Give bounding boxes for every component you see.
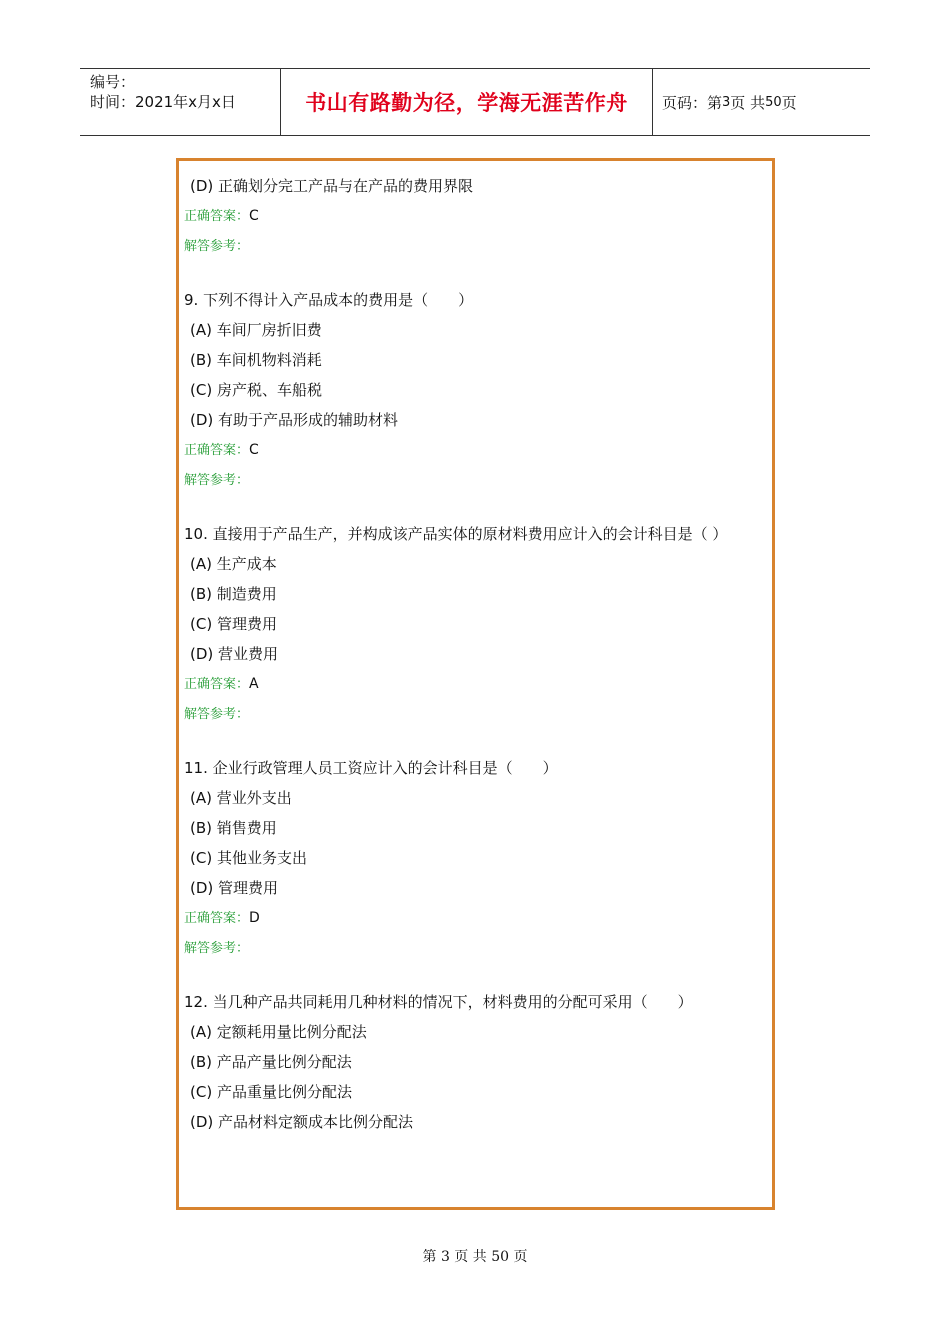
page-end: 页 — [781, 93, 797, 112]
option-d: (D) 有助于产品形成的辅助材料 — [190, 411, 399, 429]
question-title: 10. 直接用于产品生产，并构成该产品实体的原材料费用应计入的会计科目是（ ） — [184, 525, 728, 543]
page-current: 3 — [722, 94, 731, 110]
answer-label: 正确答案： — [184, 677, 250, 692]
answer-label: 正确答案： — [184, 209, 250, 224]
option-b: (B) 车间机物料消耗 — [190, 351, 322, 369]
option-c: (C) 产品重量比例分配法 — [190, 1083, 352, 1101]
option-a: (A) 营业外支出 — [190, 789, 292, 807]
option-b: (B) 销售费用 — [190, 819, 277, 837]
question-panel — [176, 158, 775, 1210]
option-d: (D) 产品材料定额成本比例分配法 — [190, 1113, 414, 1131]
question-title: 11. 企业行政管理人员工资应计入的会计科目是（ ） — [184, 759, 558, 777]
correct-answer — [184, 669, 764, 700]
option-a: (A) 生产成本 — [190, 555, 277, 573]
question-12 — [184, 991, 764, 1137]
header-motto-cell — [281, 69, 653, 135]
correct-answer — [184, 903, 764, 934]
page-total: 50 — [765, 94, 782, 110]
option-c: (C) 房产税、车船税 — [190, 381, 322, 399]
option-d: (D) 管理费用 — [190, 879, 279, 897]
correct-answer — [184, 435, 764, 466]
answer-value: C — [249, 208, 259, 224]
option-b: (B) 制造费用 — [190, 585, 277, 603]
option-a: (A) 车间厂房折旧费 — [190, 321, 322, 339]
answer-reference: 解答参考： — [184, 941, 250, 956]
header-meta — [80, 69, 281, 135]
answer-reference: 解答参考： — [184, 239, 250, 254]
page-footer: 第 3 页 共 50 页 — [422, 1249, 528, 1265]
page-indicator — [653, 69, 870, 135]
answer-value: A — [249, 676, 259, 692]
question-10 — [184, 523, 764, 730]
question-list — [184, 171, 764, 1164]
answer-label: 正确答案： — [184, 443, 250, 458]
motto: 书山有路勤为径，学海无涯苦作舟 — [305, 91, 628, 115]
question-title: 12. 当几种产品共同耗用几种材料的情况下，材料费用的分配可采用（ ） — [184, 993, 693, 1011]
option-d: (D) 正确划分完工产品与在产品的费用界限 — [190, 177, 474, 195]
page-mid: 页 共 — [730, 93, 766, 112]
page-label: 页码：第 — [662, 93, 723, 112]
question-11 — [184, 757, 764, 964]
option-c: (C) 管理费用 — [190, 615, 277, 633]
question-8-tail — [184, 171, 764, 262]
answer-value: C — [249, 442, 259, 458]
option-d: (D) 营业费用 — [190, 645, 279, 663]
answer-label: 正确答案： — [184, 911, 250, 926]
question-9 — [184, 289, 764, 496]
answer-value: D — [249, 910, 260, 926]
option-a: (A) 定额耗用量比例分配法 — [190, 1023, 367, 1041]
correct-answer — [184, 201, 764, 232]
question-title: 9. 下列不得计入产品成本的费用是（ ） — [184, 291, 474, 309]
page-header — [80, 68, 870, 136]
number-label: 编号： — [90, 73, 136, 91]
answer-reference: 解答参考： — [184, 707, 250, 722]
answer-reference: 解答参考： — [184, 473, 250, 488]
time-label: 时间：2021年x月x日 — [90, 93, 236, 111]
option-b: (B) 产品产量比例分配法 — [190, 1053, 352, 1071]
option-c: (C) 其他业务支出 — [190, 849, 307, 867]
